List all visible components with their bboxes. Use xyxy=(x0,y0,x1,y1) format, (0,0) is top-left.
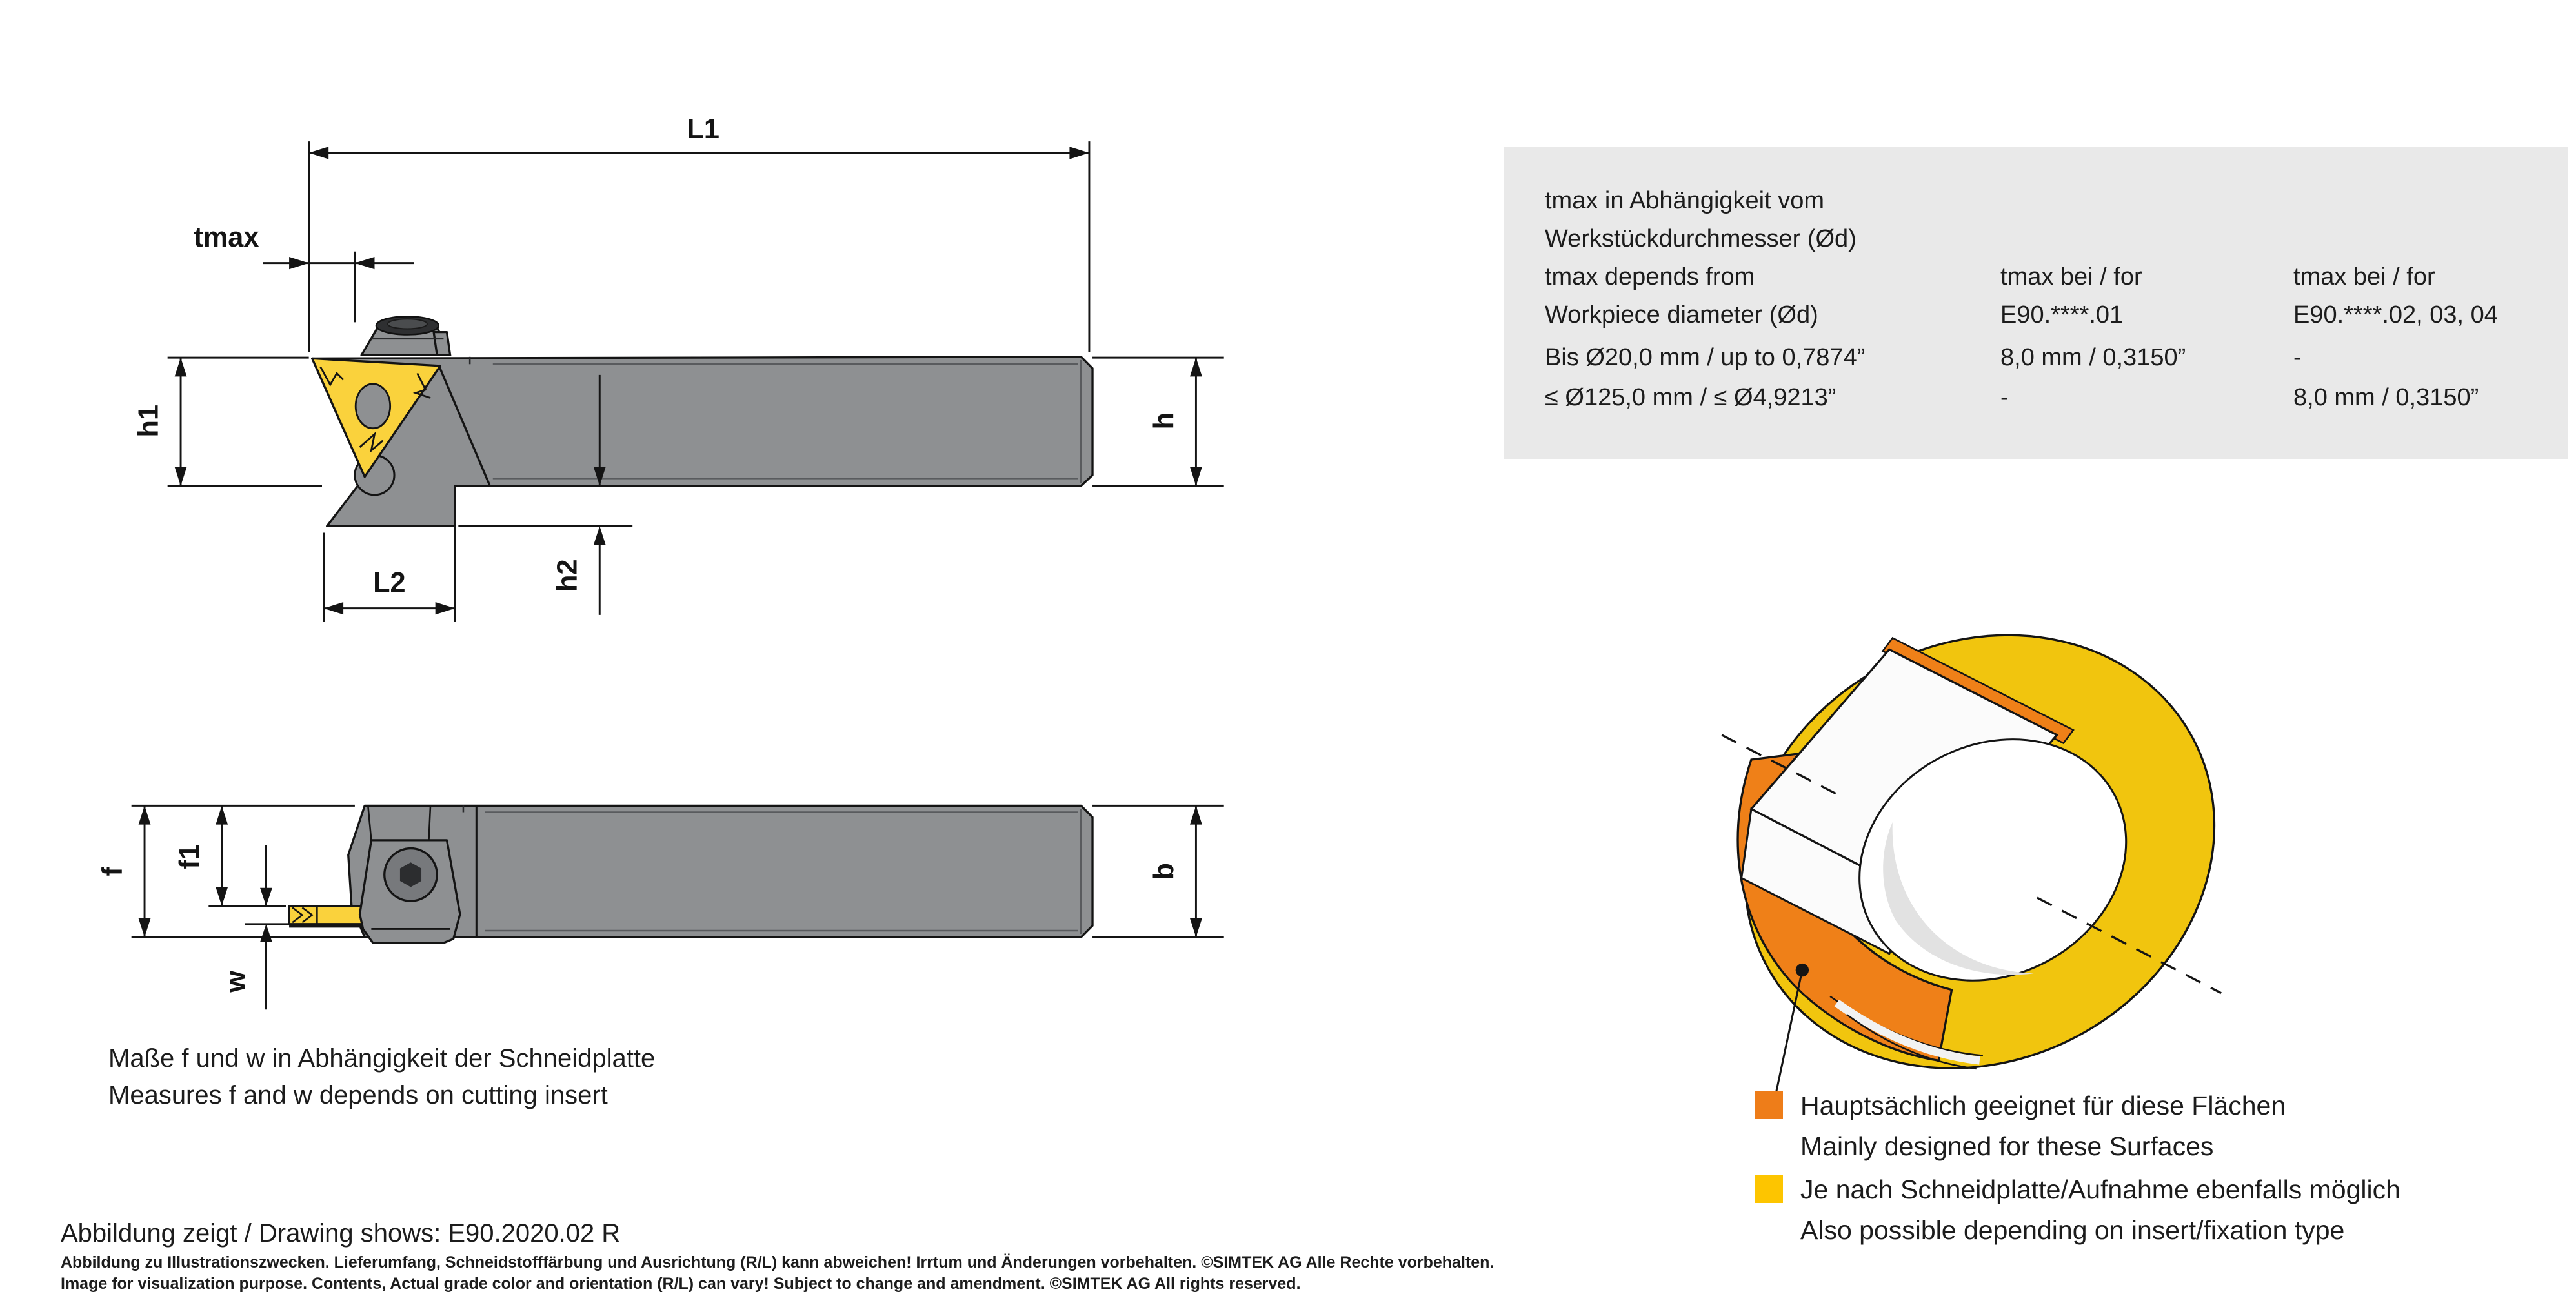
dim-label-l2: L2 xyxy=(373,567,406,599)
dim-h xyxy=(1092,358,1224,486)
table-header-line: tmax in Abhängigkeit vom xyxy=(1545,187,1825,214)
disclaimer-en: Image for visualization purpose. Contents, Actual grade color and orientation (R/L) can vary! Subject to change and amendment. ©SIMTEK AG All rights reserved. xyxy=(61,1275,1301,1293)
table-header-line: tmax bei / for xyxy=(2293,263,2435,290)
dim-h1 xyxy=(133,358,322,486)
table-header-line: Workpiece diameter (Ød) xyxy=(1545,301,1818,329)
insert-hole xyxy=(356,384,390,429)
dim-w xyxy=(220,845,289,1009)
dim-label-w: w xyxy=(220,971,252,993)
table-row-cell: - xyxy=(2293,344,2302,371)
dim-label-f: f xyxy=(97,867,128,876)
legend-swatch-secondary xyxy=(1755,1175,1783,1203)
tmax-spec-table xyxy=(1504,147,2568,459)
dim-label-h: h xyxy=(1148,412,1180,430)
dim-label-b: b xyxy=(1148,863,1180,880)
table-col3-header xyxy=(2293,258,2498,334)
disclaimer-de: Abbildung zu Illustrationszwecken. Lieferumfang, Schneidstofffärbung und Ausrichtung (R/L) kann abweichen! Irrtum und Änderungen vorbehalten. ©SIMTEK AG Alle Rechte vorbehalten. xyxy=(61,1253,1494,1271)
table-row-cell: ≤ Ø125,0 mm / ≤ Ø4,9213” xyxy=(1545,384,1836,411)
dim-label-h1: h1 xyxy=(133,404,165,438)
measures-note-de: Maße f und w in Abhängigkeit der Schneidplatte xyxy=(108,1044,656,1073)
dim-label-tmax: tmax xyxy=(194,222,259,254)
legend-label-en: Also possible depending on insert/fixation type xyxy=(1800,1215,2345,1245)
table-row-cell: 8,0 mm / 0,3150” xyxy=(2000,344,2186,371)
legend-label-de: Je nach Schneidplatte/Aufnahme ebenfalls möglich xyxy=(1800,1175,2400,1204)
dim-tmax xyxy=(194,222,414,322)
table-col1-header xyxy=(1545,182,1857,334)
table-header-line: tmax depends from xyxy=(1545,263,1755,290)
table-col2-header xyxy=(2000,258,2142,334)
measures-note xyxy=(108,1040,655,1114)
measures-note-en: Measures f and w depends on cutting insert xyxy=(108,1081,608,1109)
dim-l1 xyxy=(309,114,1089,352)
legend-label-de: Hauptsächlich geeignet für diese Flächen xyxy=(1800,1091,2286,1120)
top-view-drawing xyxy=(97,805,1223,1009)
table-header-line: Werkstückdurchmesser (Ød) xyxy=(1545,225,1857,252)
screw-cap-inner xyxy=(388,319,427,329)
drawing-shows-caption: Abbildung zeigt / Drawing shows: E90.2020.02 R xyxy=(61,1219,621,1248)
table-row-cell: 8,0 mm / 0,3150” xyxy=(2293,384,2479,411)
workpiece-3d-illustration xyxy=(1669,554,2291,1149)
dim-b xyxy=(1092,805,1224,937)
dim-label-h2: h2 xyxy=(552,559,583,592)
disclaimer-block xyxy=(61,1252,1494,1294)
table-row-cell: Bis Ø20,0 mm / up to 0,7874” xyxy=(1545,344,1866,371)
screw-side-tab xyxy=(434,332,450,356)
dim-label-f1: f1 xyxy=(174,844,206,869)
clamp-screw-side xyxy=(361,316,450,355)
table-header-line: E90.****.02, 03, 04 xyxy=(2293,301,2498,329)
legend-item xyxy=(1800,1169,2400,1251)
legend-label-en: Mainly designed for these Surfaces xyxy=(1800,1131,2214,1161)
legend-item xyxy=(1800,1086,2286,1167)
table-header-line: E90.****.01 xyxy=(2000,301,2124,329)
clamp-top xyxy=(360,840,460,943)
legend-swatch-primary xyxy=(1755,1091,1783,1119)
side-view-drawing xyxy=(133,114,1223,622)
table-row-cell: - xyxy=(2000,384,2009,411)
table-header-line: tmax bei / for xyxy=(2000,263,2142,290)
dim-label-l1: L1 xyxy=(687,113,719,145)
